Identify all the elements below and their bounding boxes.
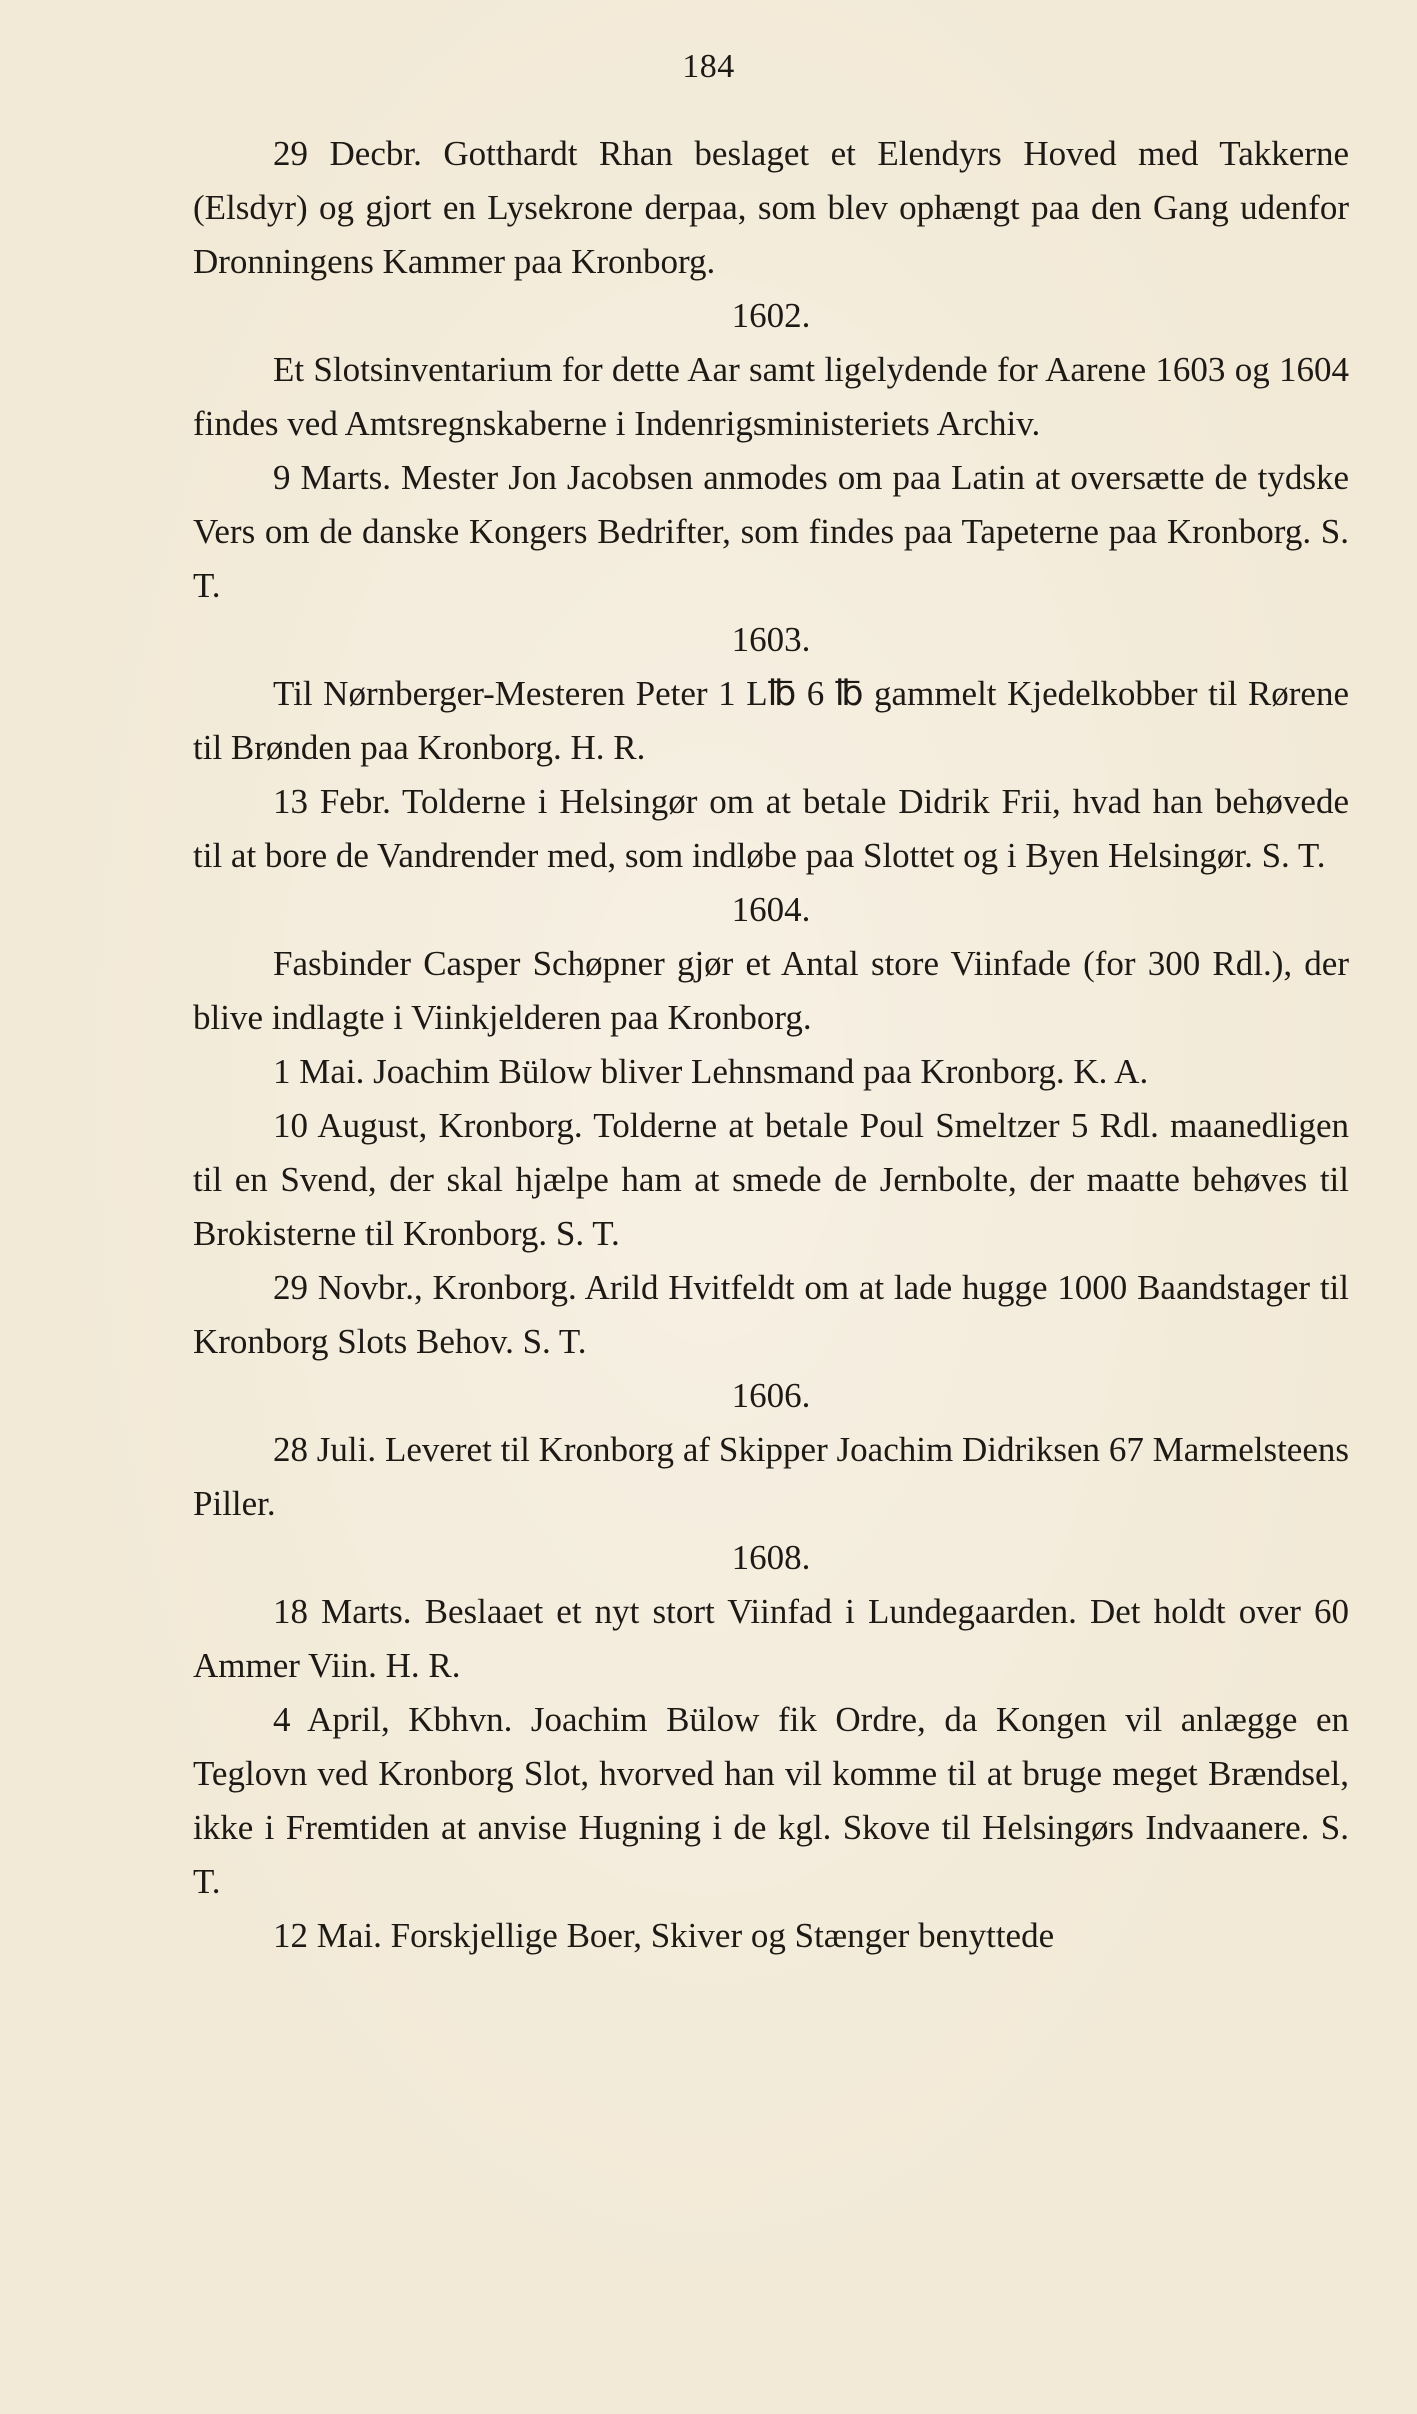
entry-1602-inventory: Et Slotsinventarium for dette Aar samt ligelydende for Aarene 1603 og 1604 findes ved Amtsregnskaberne i Indenrigsministeriets Archiv. [193, 350, 1349, 443]
entry-1604-fasbinder: Fasbinder Casper Schøpner gjør et Antal store Viinfade (for 300 Rdl.), der blive indlagte i Viinkjelderen paa Kronborg. [193, 944, 1349, 1037]
entry-1608-may-12: 12 Mai. Forskjellige Boer, Skiver og Stænger benyttede [273, 1916, 1055, 1955]
year-heading-1602: 1602. [731, 296, 811, 335]
entry-1603-nornberger: Til Nørnberger-Mesteren Peter 1 L℔ 6 ℔ gammelt Kjedelkobber til Rørene til Brønden paa Kronborg. H. R. [193, 674, 1349, 767]
entry-1608-mar-18: 18 Marts. Beslaaet et nyt stort Viinfad i Lundegaarden. Det holdt over 60 Ammer Viin. H. R. [193, 1592, 1349, 1685]
entry-1604-aug-10: 10 August, Kronborg. Tolderne at betale Poul Smeltzer 5 Rdl. maanedligen til en Svend, der skal hjælpe ham at smede de Jernbolte, der maatte behøves til Brokisterne til Kronborg. S. T. [193, 1106, 1349, 1253]
page-number: 184 [682, 48, 735, 85]
year-heading-1603: 1603. [731, 620, 811, 659]
entry-1606-jul-28: 28 Juli. Leveret til Kronborg af Skipper Joachim Didriksen 67 Marmelsteens Piller. [193, 1430, 1349, 1523]
entry-1602-mar-9: 9 Marts. Mester Jon Jacobsen anmodes om paa Latin at oversætte de tydske Vers om de danske Kongers Bedrifter, som findes paa Tapeterne paa Kronborg. S. T. [193, 458, 1349, 605]
year-heading-1606: 1606. [731, 1376, 811, 1415]
entry-1604-may-1: 1 Mai. Joachim Bülow bliver Lehnsmand paa Kronborg. K. A. [273, 1052, 1149, 1091]
year-heading-1604: 1604. [731, 890, 811, 929]
document-body [193, 127, 1349, 1963]
entry-1608-apr-4: 4 April, Kbhvn. Joachim Bülow fik Ordre, da Kongen vil anlægge en Teglovn ved Kronborg Slot, hvorved han vil komme til at bruge meget Brændsel, ikke i Fremtiden at anvise Hugning i de kgl. Skove til Helsingørs Indvaanere. S. T. [193, 1700, 1349, 1901]
entry-1603-feb-13: 13 Febr. Tolderne i Helsingør om at betale Didrik Frii, hvad han behøvede til at bore de Vandrender med, som indløbe paa Slottet og i Byen Helsingør. S. T. [193, 782, 1349, 875]
entry-1601-dec-29: 29 Decbr. Gotthardt Rhan beslaget et Elendyrs Hoved med Takkerne (Elsdyr) og gjort en Lysekrone derpaa, som blev ophængt paa den Gang udenfor Dronningens Kammer paa Kronborg. [193, 134, 1349, 281]
year-heading-1608: 1608. [731, 1538, 811, 1577]
entry-1604-nov-29: 29 Novbr., Kronborg. Arild Hvitfeldt om at lade hugge 1000 Baandstager til Kronborg Slots Behov. S. T. [193, 1268, 1349, 1361]
